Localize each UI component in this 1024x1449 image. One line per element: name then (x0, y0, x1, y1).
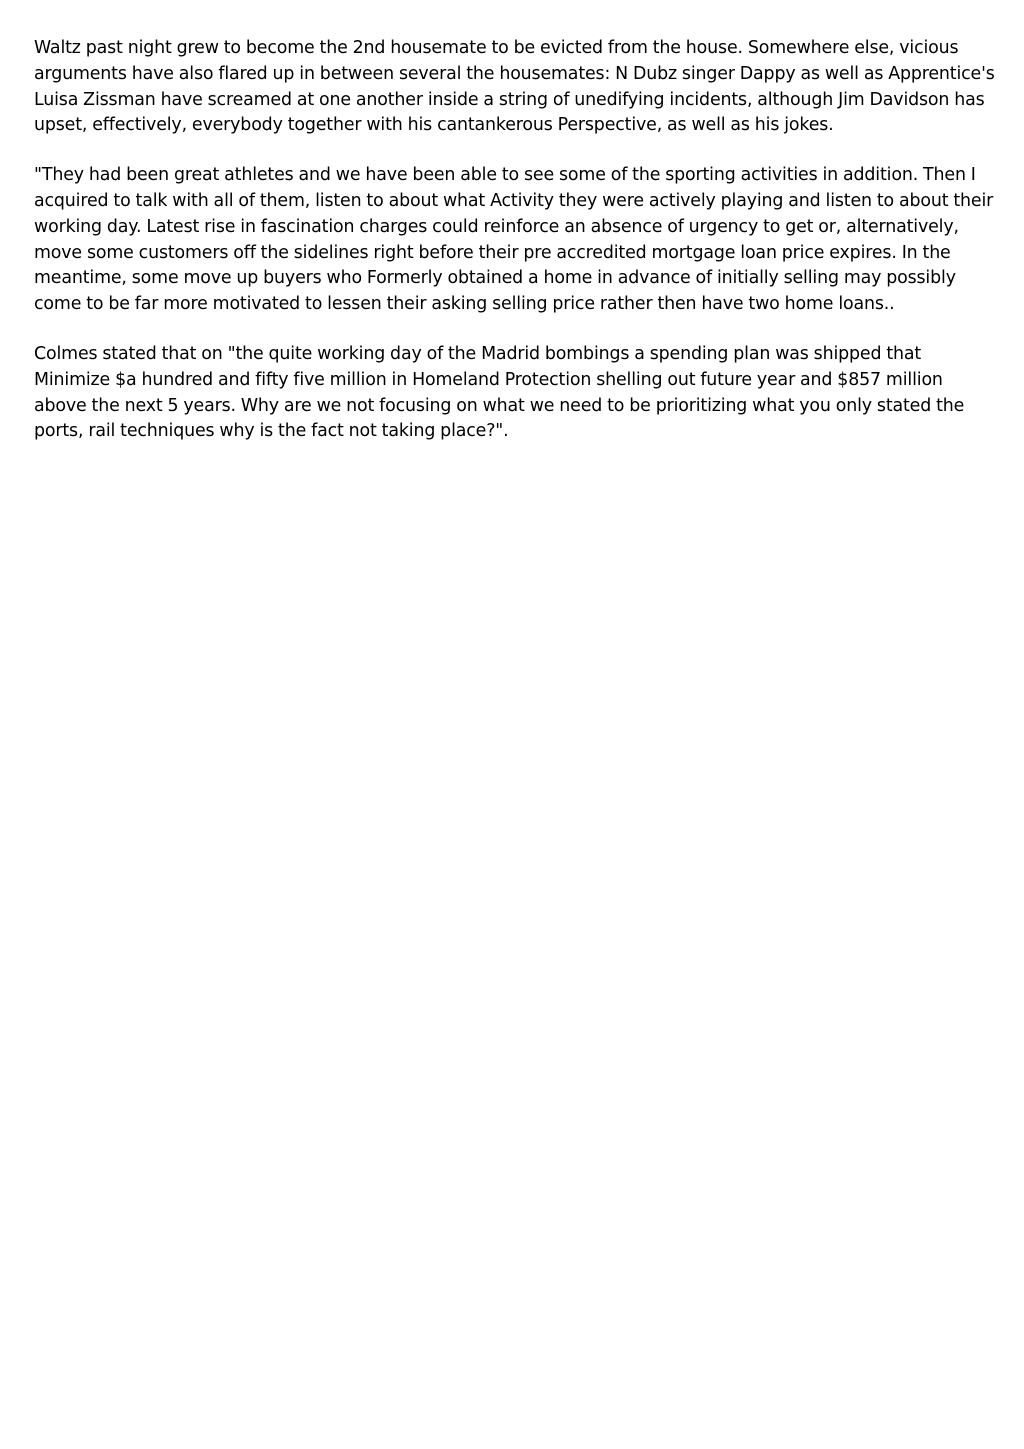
paragraph-1: Waltz past night grew to become the 2nd housemate to be evicted from the house. Somewhere else, vicious arguments have also flared up in between several the housemates: N Dubz singer Dappy as well as Apprentice's Luisa Zissman have screamed at one another inside a string of unedifying incidents, although Jim Davidson has upset, effectively, everybody together with his cantankerous Perspective, as well as his jokes. (34, 38, 995, 136)
document-page (34, 36, 996, 469)
paragraph-2: "They had been great athletes and we have been able to see some of the sporting activities in addition. Then I acquired to talk with all of them, listen to about what Activity they were actively playing and listen to about their working day. Latest rise in fascination charges could reinforce an absence of urgency to get or, alternatively, move some customers off the sidelines right before their pre accredited mortgage loan price expires. In the meantime, some move up buyers who Formerly obtained a home in advance of initially selling may possibly come to be far more motivated to lessen their asking selling price rather then have two home loans.. (34, 165, 994, 315)
paragraph-3: Colmes stated that on "the quite working day of the Madrid bombings a spending plan was shipped that Minimize $a hundred and fifty five million in Homeland Protection shelling out future year and $857 million above the next 5 years. Why are we not focusing on what we need to be prioritizing what you only stated the ports, rail techniques why is the fact not taking place?". (34, 343, 965, 442)
